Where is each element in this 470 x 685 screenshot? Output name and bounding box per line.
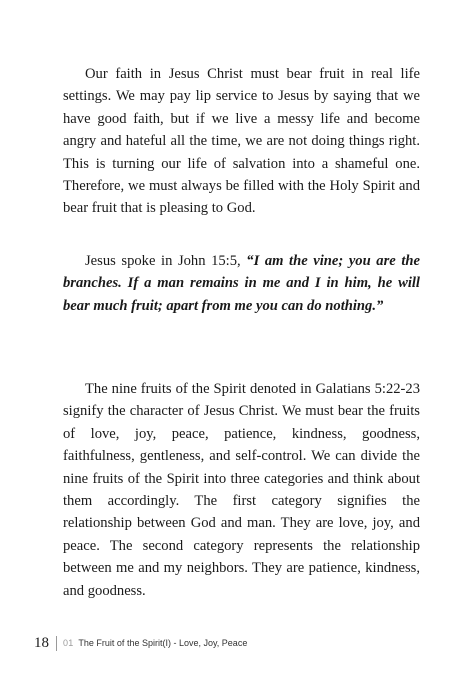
- page-number: 18: [34, 634, 49, 651]
- body-paragraph-2: [63, 250, 420, 317]
- scripture-intro: Jesus spoke in John 15:5,: [85, 253, 247, 269]
- chapter-title: The Fruit of the Spirit(I) - Love, Joy, Peace: [78, 638, 248, 648]
- body-paragraph-3: The nine fruits of the Spirit denoted in Galatians 5:22-23 signify the character of Jesus Christ. We must bear the fruits of love, joy, peace, patience, kindness, goodness, faithfulness, gentleness, and self-control. We can divide the nine fruits of the Spirit into three categories and think about them accordingly. The first category signifies the relationship between God and man. They are love, joy, and peace. The second category represents the relationship between me and my neighbors. They are patience, kindness, and goodness.: [63, 381, 420, 599]
- page-footer: [34, 633, 247, 653]
- chapter-number: 01: [63, 638, 74, 648]
- footer-divider: [56, 636, 57, 651]
- body-paragraph-1: Our faith in Jesus Christ must bear fruit in real life settings. We may pay lip service to Jesus by saying that we have good faith, but if we live a messy life and become angry and hateful all the time, we are not doing things right. This is turning our life of salvation into a shameful one. Therefore, we must always be filled with the Holy Spirit and bear fruit that is pleasing to God.: [63, 66, 420, 217]
- scripture-quote: “I am the vine; you are the branches. If a man remains in me and I in him, he will bear much fruit; apart from me you can do nothing.”: [63, 253, 420, 314]
